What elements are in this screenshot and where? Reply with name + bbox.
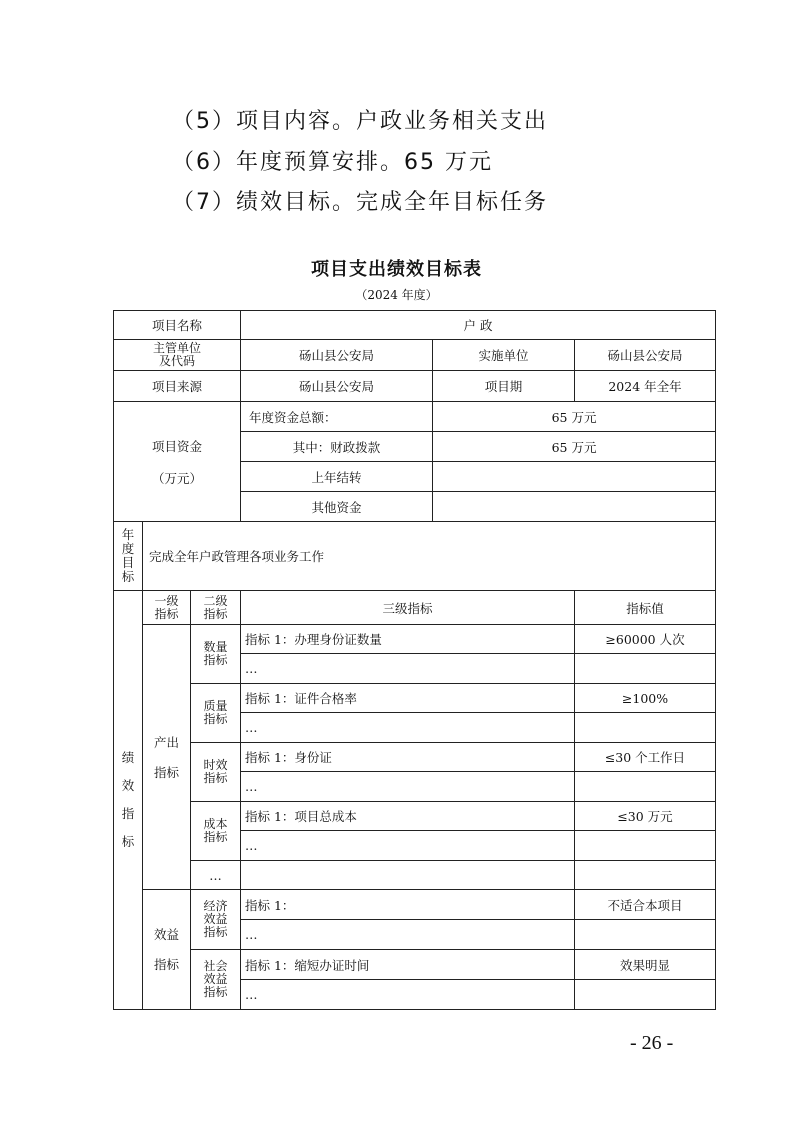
table-row (114, 522, 716, 591)
funds-row-value (433, 492, 716, 522)
header-level2: 二级 指标 (191, 591, 241, 625)
table-title: 项目支出绩效目标表 (311, 259, 482, 280)
quality-indicator: 指标 1：证件合格率 (241, 684, 575, 713)
table-row (114, 684, 716, 713)
table-row (114, 890, 716, 920)
empty-cell (575, 920, 716, 950)
timeliness-more: … (241, 772, 575, 802)
empty-cell (575, 654, 716, 684)
cost-more: … (241, 831, 575, 861)
empty-cell (575, 772, 716, 802)
quantity-more: … (241, 654, 575, 684)
economic-label: 经济 效益 指标 (191, 890, 241, 950)
empty-cell (575, 831, 716, 861)
social-label: 社会 效益 指标 (191, 950, 241, 1010)
impl-value: 砀山县公安局 (575, 340, 716, 371)
table-row (114, 743, 716, 772)
perf-label: 绩 效 指 标 (114, 591, 143, 1010)
timeliness-indicator: 指标 1：身份证 (241, 743, 575, 772)
cost-label: 成本 指标 (191, 802, 241, 861)
performance-goal-table (113, 310, 716, 1010)
cost-value: ≤30 万元 (575, 802, 716, 831)
period-label: 项目期 (433, 371, 575, 402)
funds-row-value (433, 462, 716, 492)
table-row (114, 340, 716, 371)
cost-indicator: 指标 1：项目总成本 (241, 802, 575, 831)
output-more: … (191, 861, 241, 890)
funds-label-cell (114, 402, 241, 522)
empty-cell (575, 861, 716, 890)
project-name-value: 户 政 (241, 311, 716, 340)
empty-cell (575, 713, 716, 743)
quality-value: ≥100% (575, 684, 716, 713)
table-row (114, 802, 716, 831)
benefit-indicator-label: 效益 指标 (143, 890, 191, 1010)
funds-row-label: 年度资金总额： (241, 402, 433, 432)
table-row (114, 625, 716, 654)
social-indicator: 指标 1：缩短办证时间 (241, 950, 575, 980)
header-level1: 一级 指标 (143, 591, 191, 625)
quality-more: … (241, 713, 575, 743)
source-label: 项目来源 (114, 371, 241, 402)
funds-row-value: 65 万元 (433, 432, 716, 462)
dept-label: 主管单位 及代码 (114, 340, 241, 371)
annual-goal-label: 年 度 目 标 (114, 522, 143, 591)
header-value: 指标值 (575, 591, 716, 625)
page-number: - 26 - (630, 1032, 674, 1054)
funds-row-label: 上年结转 (241, 462, 433, 492)
table-subtitle: （2024 年度） (355, 288, 438, 302)
funds-row-label: 其他资金 (241, 492, 433, 522)
funds-unit: （万元） (151, 470, 202, 486)
output-indicator-label: 产出 指标 (143, 625, 191, 890)
quantity-value: ≥60000 人次 (575, 625, 716, 654)
impl-label: 实施单位 (433, 340, 575, 371)
intro-line-7: （7）绩效目标。完成全年目标任务 (172, 190, 548, 215)
economic-value: 不适合本项目 (575, 890, 716, 920)
timeliness-label: 时效 指标 (191, 743, 241, 802)
funds-label: 项目资金 (151, 438, 202, 454)
quality-label: 质量 指标 (191, 684, 241, 743)
period-value: 2024 年全年 (575, 371, 716, 402)
table-row (114, 371, 716, 402)
intro-line-5: （5）项目内容。户政业务相关支出 (172, 109, 548, 134)
timeliness-value: ≤30 个工作日 (575, 743, 716, 772)
project-name-label: 项目名称 (114, 311, 241, 340)
funds-row-value: 65 万元 (433, 402, 716, 432)
empty-cell (575, 980, 716, 1010)
annual-goal-text: 完成全年户政管理各项业务工作 (143, 522, 716, 591)
quantity-indicator: 指标 1：办理身份证数量 (241, 625, 575, 654)
table-row (114, 402, 716, 432)
table-row (114, 591, 716, 625)
dept-value: 砀山县公安局 (241, 340, 433, 371)
economic-more: … (241, 920, 575, 950)
table-row (114, 950, 716, 980)
source-value: 砀山县公安局 (241, 371, 433, 402)
table-row (114, 311, 716, 340)
social-value: 效果明显 (575, 950, 716, 980)
header-level3: 三级指标 (241, 591, 575, 625)
quantity-label: 数量 指标 (191, 625, 241, 684)
social-more: … (241, 980, 575, 1010)
empty-cell (241, 861, 575, 890)
economic-indicator: 指标 1： (241, 890, 575, 920)
table-row (114, 861, 716, 890)
funds-row-label: 其中：财政拨款 (241, 432, 433, 462)
intro-line-6: （6）年度预算安排。65 万元 (172, 150, 493, 175)
